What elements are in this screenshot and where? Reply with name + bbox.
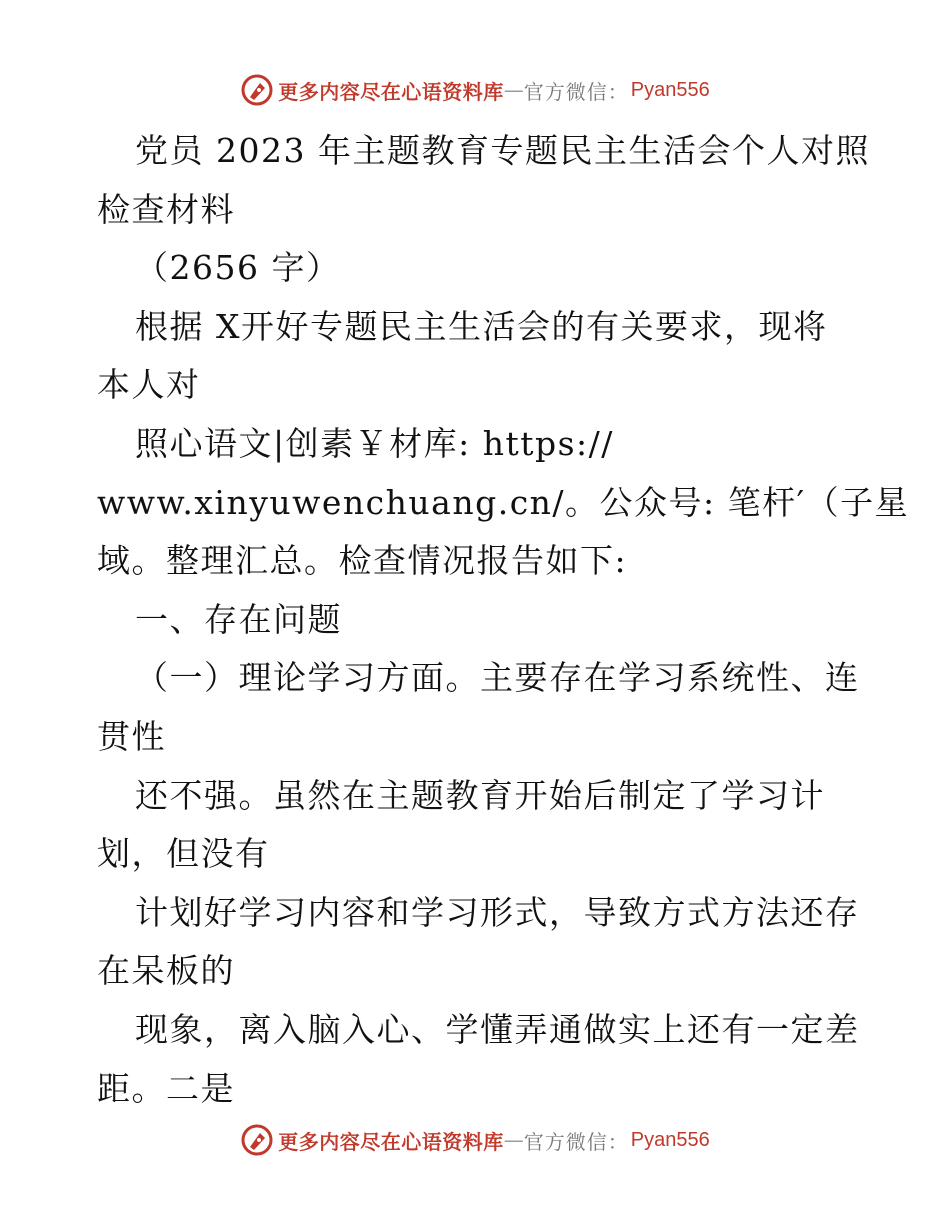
doc-text-line: 本人对 — [97, 365, 201, 405]
doc-text-line: 照心语文|创素￥材库: https:// — [135, 423, 614, 463]
banner-dash: — — [503, 78, 524, 102]
doc-section-heading: 一、存在问题 — [135, 599, 342, 639]
doc-text-line: 计划好学习内容和学习形式，导致方式方法还存 — [135, 892, 860, 932]
pen-nib-logo-icon — [240, 1123, 274, 1157]
doc-text-line: 划，但没有 — [97, 834, 270, 874]
banner-sub-text: 官方微信： — [523, 79, 629, 104]
doc-text-line: 贯性 — [97, 716, 166, 756]
doc-text-line: 现象，离入脑入心、学懂弄通做实上还有一定差 — [135, 1009, 860, 1049]
doc-text-line: （一）理论学习方面。主要存在学习系统性、连 — [135, 658, 860, 698]
doc-text-line: 在呆板的 — [97, 951, 235, 991]
banner-main-text: 更多内容尽在心语资料库 — [278, 1129, 504, 1154]
doc-text-line: 距。二是 — [97, 1068, 235, 1108]
banner-dash: — — [503, 1128, 524, 1152]
banner-wechat-id: Pyan556 — [630, 78, 710, 101]
doc-word-count: （2656 字） — [135, 248, 341, 288]
watermark-banner-top — [0, 70, 950, 110]
watermark-banner-bottom — [0, 1120, 950, 1160]
document-body — [97, 122, 910, 1118]
doc-title-line-2: 检查材料 — [97, 189, 235, 229]
pen-nib-logo-icon — [240, 73, 274, 107]
doc-text-line: 根据 X开好专题民主生活会的有关要求，现将 — [135, 306, 828, 346]
doc-text-line: 域。整理汇总。检查情况报告如下: — [97, 541, 628, 581]
banner-sub-text: 官方微信： — [523, 1129, 629, 1154]
doc-title-line-1: 党员 2023 年主题教育专题民主生活会个人对照 — [135, 131, 870, 170]
banner-main-text: 更多内容尽在心语资料库 — [278, 79, 504, 104]
doc-text-line: www.xinyuwenchuang.cn/。公众号: 笔杆′（子星 — [97, 482, 910, 522]
doc-text-line: 还不强。虽然在主题教育开始后制定了学习计 — [135, 775, 825, 815]
banner-wechat-id: Pyan556 — [630, 1128, 710, 1151]
